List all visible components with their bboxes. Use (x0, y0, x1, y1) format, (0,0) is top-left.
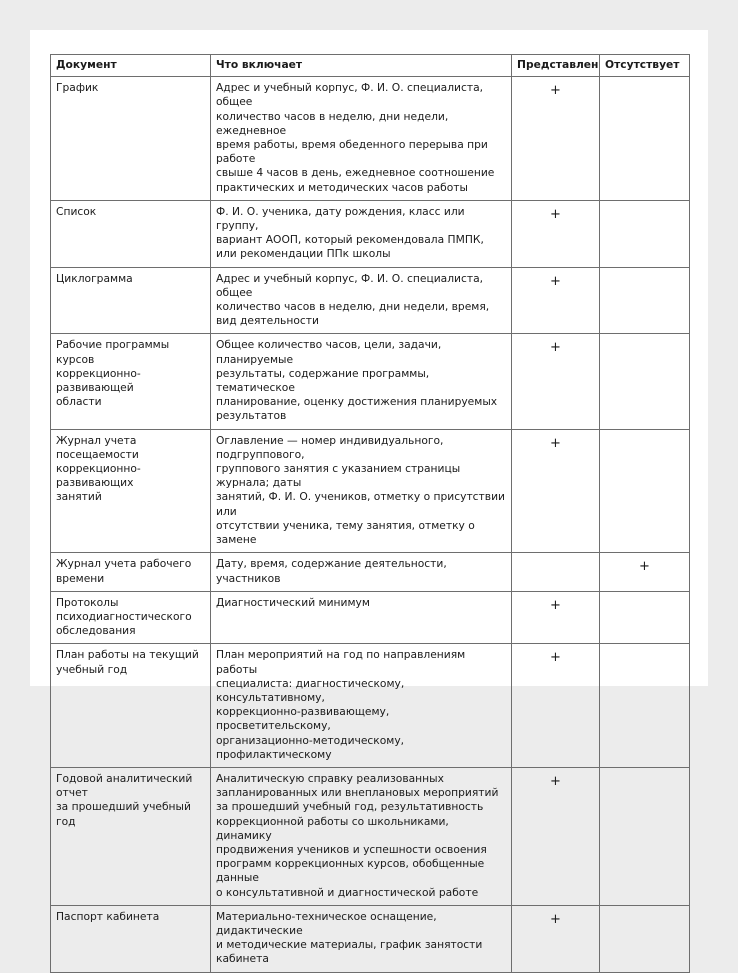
document-line: времени (56, 571, 105, 585)
includes-line: коррекционной работы со школьниками, динамику (216, 814, 449, 842)
table-row (51, 334, 690, 429)
includes-line: количество часов в неделю, дни недели, время, (216, 300, 490, 314)
cell-includes (211, 767, 512, 905)
document-line: График (56, 81, 99, 95)
includes-line: Оглавление — номер индивидуального, подгруппового, (216, 433, 444, 461)
includes-line: результатов (216, 409, 287, 423)
cell-present-mark: + (512, 591, 600, 644)
includes-line: группового занятия с указанием страницы журнала; даты (216, 462, 461, 490)
cell-document (51, 77, 211, 201)
includes-line: Ф. И. О. ученика, дату рождения, класс или группу, (216, 204, 465, 233)
cell-absent-mark (600, 77, 690, 201)
cell-document (51, 429, 211, 553)
document-line: коррекционно-развивающих (56, 462, 141, 490)
table-row (51, 767, 690, 905)
cell-includes (211, 334, 512, 429)
header-present: Представлен (512, 55, 600, 77)
document-line: Журнал учета посещаемости (56, 433, 139, 461)
includes-line: и методические материалы, график занятости кабинета (216, 938, 483, 966)
cell-absent-mark (600, 905, 690, 972)
table-row (51, 429, 690, 553)
includes-line: вариант АООП, который рекомендовала ПМПК, (216, 233, 484, 247)
includes-line: Аналитическую справку реализованных (216, 771, 444, 785)
document-line: обследования (56, 624, 136, 638)
table-row (51, 905, 690, 972)
cell-absent-mark (600, 429, 690, 553)
document-line: Журнал учета рабочего (56, 557, 192, 571)
document-line: области (56, 395, 102, 409)
documents-table (50, 54, 690, 973)
header-includes: Что включает (211, 55, 512, 77)
cell-document (51, 267, 211, 334)
document-line: План работы на текущий (56, 648, 199, 662)
includes-line: организационно-методическому, профилактическому (216, 733, 405, 761)
includes-line: программ коррекционных курсов, обобщенные данные (216, 857, 485, 885)
cell-present-mark (512, 553, 600, 591)
cell-absent-mark: + (600, 553, 690, 591)
cell-includes (211, 77, 512, 201)
cell-includes (211, 429, 512, 553)
cell-document (51, 334, 211, 429)
includes-line: результаты, содержание программы, тематическое (216, 366, 430, 395)
cell-includes (211, 200, 512, 267)
document-line: коррекционно-развивающей (56, 366, 141, 395)
cell-absent-mark (600, 200, 690, 267)
includes-line: или рекомендации ППк школы (216, 247, 391, 261)
table-row (51, 644, 690, 768)
includes-line: Диагностический минимум (216, 595, 370, 609)
cell-present-mark: + (512, 77, 600, 201)
header-document: Документ (51, 55, 211, 77)
cell-present-mark: + (512, 334, 600, 429)
includes-line: отсутствии ученика, тему занятия, отметку о замене (216, 518, 475, 547)
table-row (51, 200, 690, 267)
document-line: занятий (56, 490, 102, 504)
includes-line: продвижения учеников и успешности освоения (216, 842, 487, 856)
includes-line: запланированных или внеплановых мероприятий (216, 786, 499, 800)
includes-line: занятий, Ф. И. О. учеников, отметку о присутствии или (216, 490, 505, 518)
document-line: Циклограмма (56, 271, 133, 285)
table-body (51, 77, 690, 972)
document-line: Годовой аналитический отчет (56, 771, 193, 800)
cell-document (51, 591, 211, 644)
document-page (30, 30, 708, 966)
cell-includes (211, 644, 512, 768)
includes-line: Общее количество часов, цели, задачи, планируемые (216, 338, 442, 366)
includes-line: практических и методических часов работы (216, 180, 468, 194)
includes-line: о консультативной и диагностической работе (216, 885, 479, 899)
cell-present-mark: + (512, 267, 600, 334)
table-header-row (51, 55, 690, 77)
cell-present-mark: + (512, 767, 600, 905)
includes-line: Материально-техническое оснащение, дидактические (216, 909, 437, 937)
includes-line: за прошедший учебный год, результативность (216, 800, 484, 814)
cell-absent-mark (600, 644, 690, 768)
cell-document (51, 200, 211, 267)
cell-document (51, 905, 211, 972)
includes-line: Адрес и учебный корпус, Ф. И. О. специалиста, общее (216, 271, 484, 299)
document-line: за прошедший учебный год (56, 800, 191, 828)
includes-line: План мероприятий на год по направлениям работы (216, 648, 466, 676)
document-line: Список (56, 204, 97, 218)
cell-present-mark: + (512, 905, 600, 972)
header-absent: Отсутствует (600, 55, 690, 77)
includes-line: коррекционно-развивающему, просветительскому, (216, 705, 390, 733)
table-row (51, 553, 690, 591)
cell-present-mark: + (512, 429, 600, 553)
includes-line: вид деятельности (216, 314, 319, 328)
document-line: Паспорт кабинета (56, 909, 160, 923)
table-row (51, 77, 690, 201)
includes-line: Адрес и учебный корпус, Ф. И. О. специалиста, общее (216, 81, 484, 109)
document-line: психодиагностического (56, 609, 192, 623)
cell-includes (211, 553, 512, 591)
cell-present-mark: + (512, 644, 600, 768)
cell-document (51, 644, 211, 768)
document-line: Рабочие программы курсов (56, 338, 170, 366)
table-row (51, 267, 690, 334)
table-row (51, 591, 690, 644)
document-line: учебный год (56, 662, 128, 676)
includes-line: планирование, оценку достижения планируемых (216, 395, 498, 409)
cell-includes (211, 267, 512, 334)
includes-line: Дату, время, содержание деятельности, участников (216, 557, 447, 585)
cell-absent-mark (600, 334, 690, 429)
cell-absent-mark (600, 767, 690, 905)
cell-includes (211, 905, 512, 972)
cell-present-mark: + (512, 200, 600, 267)
cell-absent-mark (600, 591, 690, 644)
includes-line: специалиста: диагностическому, консультативному, (216, 676, 405, 704)
cell-includes (211, 591, 512, 644)
document-line: Протоколы (56, 595, 119, 609)
includes-line: время работы, время обеденного перерыва при работе (216, 138, 488, 166)
cell-document (51, 767, 211, 905)
cell-absent-mark (600, 267, 690, 334)
includes-line: количество часов в неделю, дни недели, ежедневное (216, 109, 449, 137)
includes-line: свыше 4 часов в день, ежедневное соотношение (216, 166, 495, 180)
cell-document (51, 553, 211, 591)
